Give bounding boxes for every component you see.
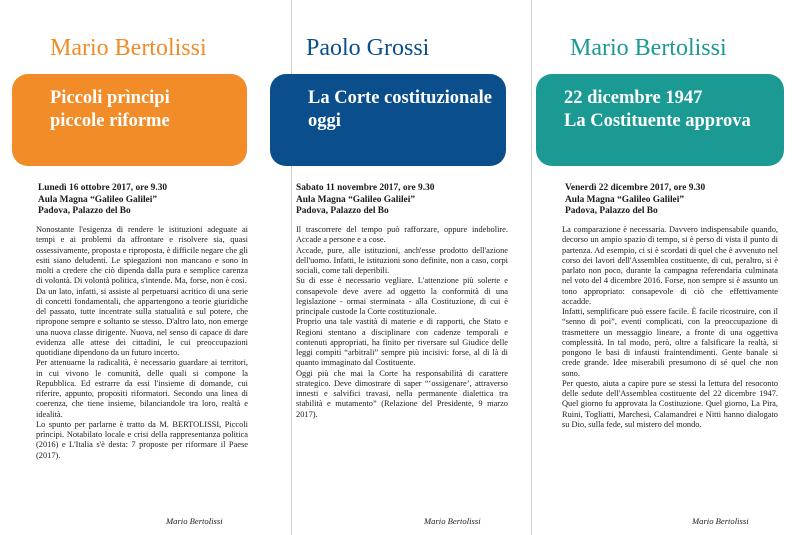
panel-1-title-line-1: Piccoli prìncipi xyxy=(50,88,170,108)
panel-1-paragraph-4: Lo spunto per parlarne è tratto da M. BERTOLISSI, Piccoli prìncipi. Notabilato locale e crisi della rappresentanza politica (2016) e L'Italia s'è desta: 7 proposte per riformare il Paese (2017). xyxy=(36,419,248,460)
panel-2 xyxy=(262,0,524,535)
panel-1-author: Mario Bertolissi xyxy=(50,35,207,61)
panel-3-event-place: Padova, Palazzo del Bo xyxy=(565,206,658,217)
panel-3-body-text xyxy=(562,225,778,430)
panel-2-paragraph-2: Accade, pure, alle istituzioni, anch'esse prodotto dell'azione dell'uomo. Infatti, le istituzioni sono definite, non a caso, corpi sociali, come tali deperibili. xyxy=(296,245,508,275)
panel-1-signature: Mario Bertolissi xyxy=(166,516,223,526)
panel-3-signature: Mario Bertolissi xyxy=(692,516,749,526)
panel-3-paragraph-2: Infatti, semplificare può essere facile. È facile ricostruire, con il “senno di poi”, eventi complicati, con la preoccupazione di trasmettere un messaggio lineare, a fronte di una oggettiva complessità. In tal modo, però, oltre a falsificare la realtà, si pongono le basi di infausti fraintendimenti. Gente banale si crede grande. Idee miserabili presumono di sé quel che non sono. xyxy=(562,307,778,378)
panel-2-title-banner xyxy=(270,74,506,166)
panel-3-title-banner xyxy=(536,74,784,166)
panel-2-body-text xyxy=(296,225,508,420)
panel-1-paragraph-3: Per attenuarne la radicalità, è necessario guardare ai territori, in cui vivono le comunità, delle quali si compone la Repubblica. Ed estrarre da essi l'insieme di domande, cui riferire, appunto, propositi riformatori. Secondo una linea di coerenza, che tiene insieme, bilanciandole tra loro, realtà e idealità. xyxy=(36,358,248,419)
panel-2-event-date: Sabato 11 novembre 2017, ore 9.30 xyxy=(296,183,435,193)
panel-2-title-line-2: oggi xyxy=(308,111,341,131)
panel-1-body-text xyxy=(36,225,248,461)
panel-1 xyxy=(0,0,262,535)
panel-3-event-info xyxy=(565,183,705,218)
panel-2-paragraph-1: Il trascorrere del tempo può rafforzare, oppure indebolire. Accade a persone e a cose. xyxy=(296,225,508,245)
panel-3-title-line-1: 22 dicembre 1947 xyxy=(564,88,703,108)
panel-3-paragraph-3: Per questo, aiuta a capire pure se stessi la lettura del resoconto delle sedute dell'Assemblea costituente del 22 dicembre 1947. Quel giorno fu approvata la Costituzione. Quel giorno, La Pira, Ruini, Togliatti, Marchesi, Calamandrei e Nitti hanno dialogato su Dio, sulla fede, sul mistero del mondo. xyxy=(562,378,778,429)
panel-2-author: Paolo Grossi xyxy=(306,35,430,61)
panel-2-event-place: Padova, Palazzo del Bo xyxy=(296,206,389,217)
panel-1-paragraph-2: Da un lato, infatti, si assiste al perpetuarsi acritico di una serie di concetti fondamentali, che appartengono a teorie giuridiche del passato, tutte incentrate sulla statualità e sul potere, che ripropone sempre e soltanto se stesso. D'altro lato, non emerge una nuova classe dirigente. Nuova, nel senso di capace di dare evidenza alle attese dei cittadini, le cui preoccupazioni quotidiane dipendono da un futuro incerto. xyxy=(36,286,248,357)
panel-3 xyxy=(524,0,796,535)
panel-2-paragraph-3: Su di esse è necessario vegliare. L'attenzione più solerte e consapevole deve avere ad oggetto la conformità di una legislazione - ormai sterminata - alla Costituzione, di cui è principale custode la Corte costituzionale. xyxy=(296,276,508,316)
panel-3-event-date: Venerdì 22 dicembre 2017, ore 9.30 xyxy=(565,183,706,193)
panel-3-author: Mario Bertolissi xyxy=(570,35,727,61)
panel-3-title-line-2: La Costituente approva xyxy=(564,111,751,131)
panel-1-paragraph-1: Nonostante l'esigenza di rendere le istituzioni adeguate ai tempi e ai problemi da affrontare e risolvere sia, quasi ossessivamente, proposta e riproposta, è difficile negare che gli esiti siano deludenti. Le spiegazioni non mancano e sono in molti a credere che ciò dipenda dalla pura e semplice carenza di volontà. Di volontà politica, s'intende. Ma, forse, non è così. xyxy=(36,225,248,286)
panel-1-event-place: Padova, Palazzo del Bo xyxy=(38,206,131,217)
panel-2-event-venue: Aula Magna “Galileo Galilei” xyxy=(296,194,416,205)
panel-2-paragraph-4: Proprio una tale vastità di materie e di rapporti, che Stato e Regioni stentano a disciplinare con cadenze temporali e contenuti appropriati, ha finito per riversare sul Giudice delle leggi compiti “arbitrali” sempre più incisivi: forse, al di là di quanto immaginato dal Costituente. xyxy=(296,317,508,368)
panel-2-signature: Mario Bertolissi xyxy=(424,516,481,526)
panel-1-event-date: Lunedì 16 ottobre 2017, ore 9.30 xyxy=(38,183,168,193)
panel-2-event-info xyxy=(296,183,434,218)
panel-2-paragraph-5: Oggi più che mai la Corte ha responsabilità di carattere strategico. Deve dimostrare di saper “‘ossigenare’, attraverso innesti e salvifici travasi, nella permanente dialettica tra stabilità e mutamento” (Relazione del Presidente, 9 marzo 2017). xyxy=(296,368,508,419)
panel-1-title-banner xyxy=(12,74,247,166)
panel-1-title-line-2: piccole riforme xyxy=(50,111,170,131)
panel-3-paragraph-1: La comparazione è necessaria. Davvero indispensabile quando, decorso un ampio spazio di tempo, si è perso di vista il punto di partenza. Ad esempio, ci si è scordati di quel che è avvenuto nel corso dei lavori dell'Assemblea costituente, di cui, peraltro, si è parlato non poco, durante la campagna referendaria culminata nel voto del 4 dicembre 2016. Forse, non sempre si è assunto un tono appropriato: consapevole di ciò che effettivamente accadde. xyxy=(562,225,778,306)
panel-2-title-line-1: La Corte costituzionale xyxy=(308,88,492,108)
panel-1-event-venue: Aula Magna “Galileo Galilei” xyxy=(38,194,158,205)
panel-1-event-info xyxy=(38,183,167,218)
panel-3-event-venue: Aula Magna “Galileo Galilei” xyxy=(565,194,685,205)
